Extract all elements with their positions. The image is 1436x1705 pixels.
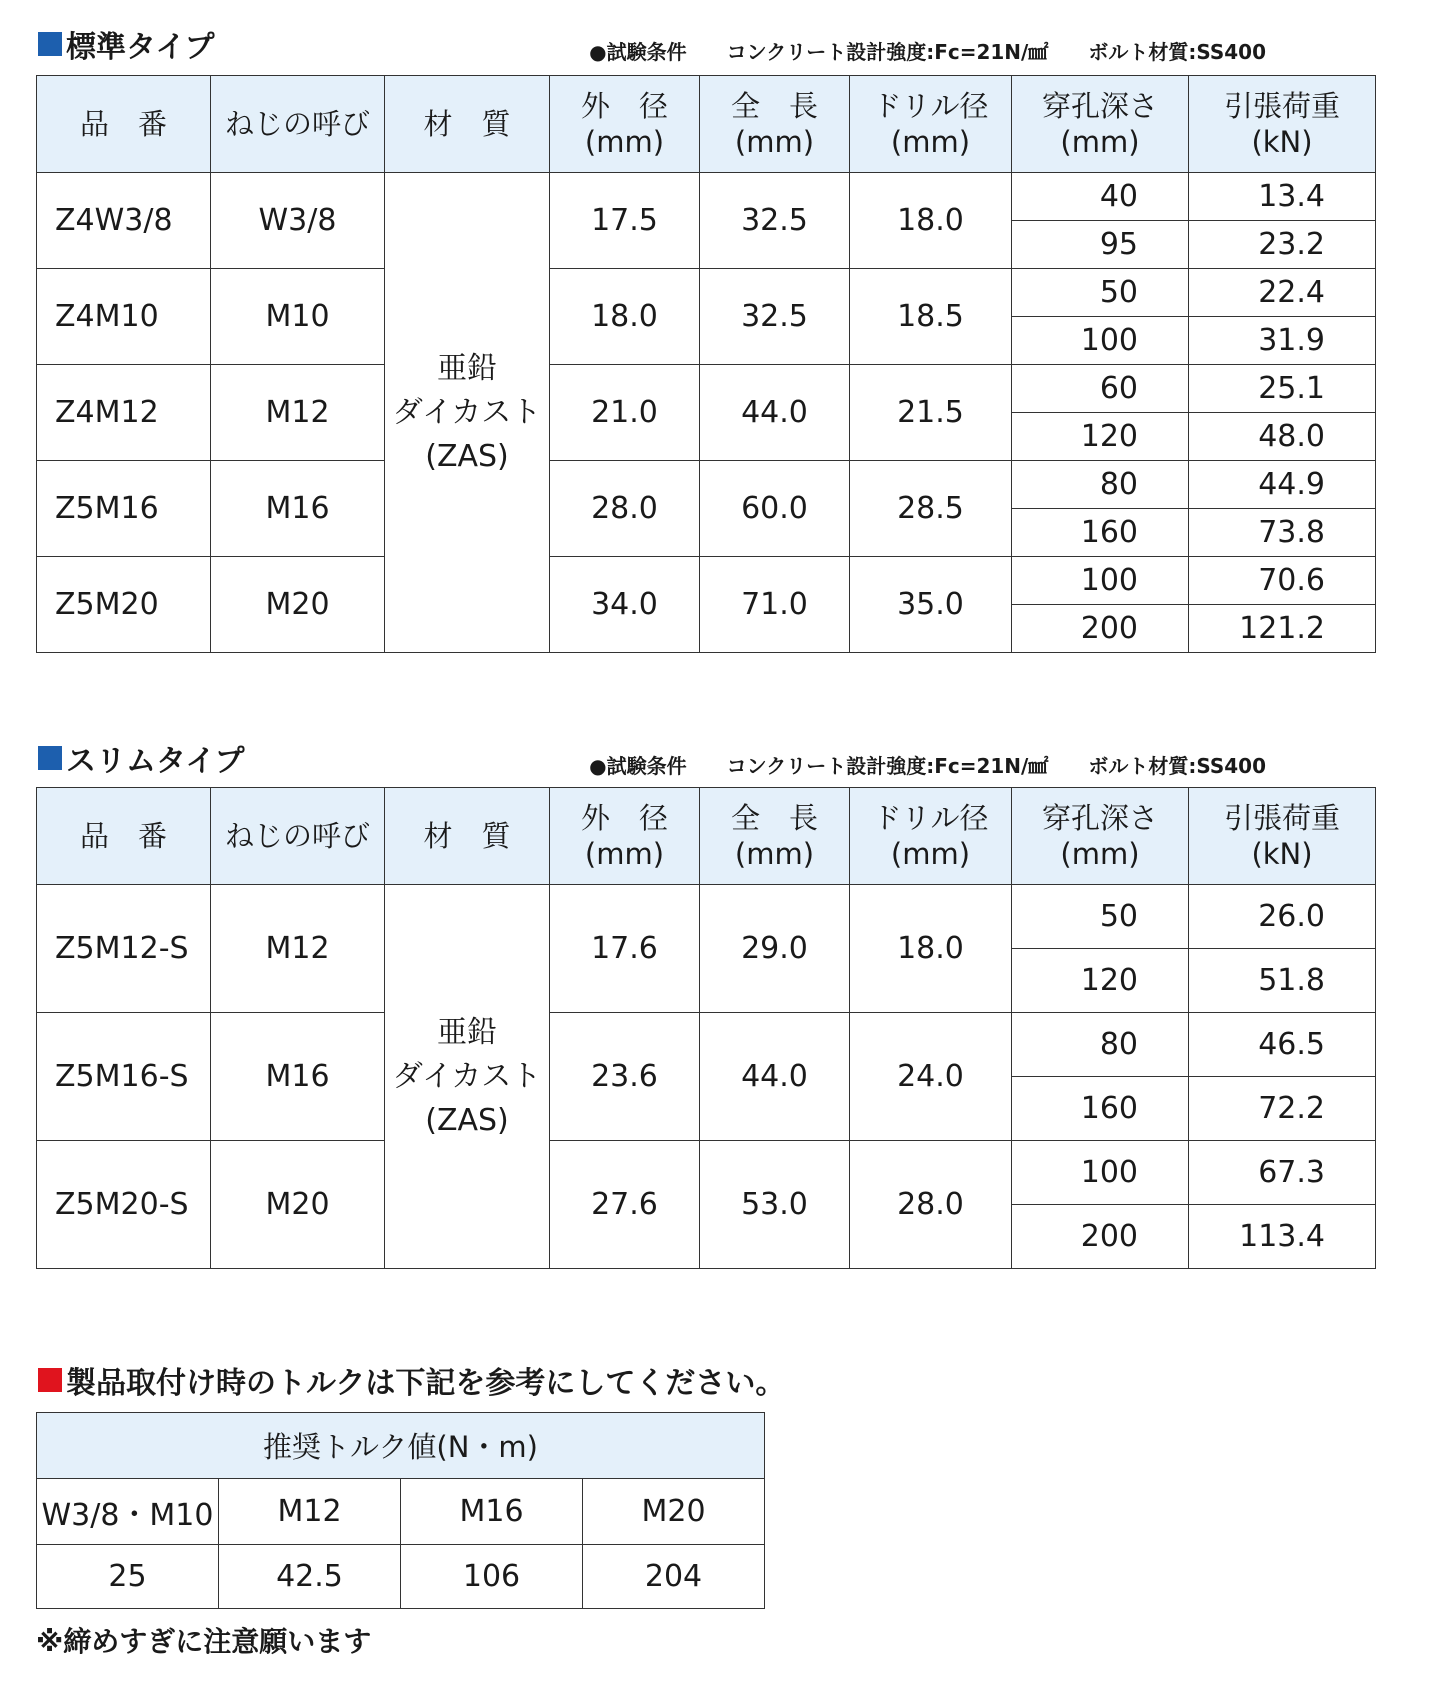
table-row: Z4W3/8 W3/8 亜鉛 ダイカスト (ZAS) 17.5 32.5 18.0 40 13.4 — [37, 173, 1376, 221]
header-material: 材 質 — [385, 76, 550, 173]
header-material: 材 質 — [385, 788, 550, 885]
header-drill: ドリル径 (mm) — [850, 76, 1012, 173]
header-outer-dia: 外 径 (mm) — [550, 76, 700, 173]
slim-conditions: ●試験条件 コンクリート設計強度:Fc=21N/㎟ ボルト材質:SS400 — [589, 754, 1266, 778]
header-thread: ねじの呼び — [211, 788, 385, 885]
material-cell: 亜鉛 ダイカスト (ZAS) — [385, 173, 550, 653]
standard-conditions: ●試験条件 コンクリート設計強度:Fc=21N/㎟ ボルト材質:SS400 — [589, 40, 1266, 64]
table-row: 160 72.2 — [37, 1077, 1376, 1141]
table-header-row — [37, 788, 1376, 885]
table-row: 200 121.2 — [37, 605, 1376, 653]
caution-note: ※締めすぎに注意願います — [36, 1625, 372, 1658]
header-part: 品 番 — [37, 76, 211, 173]
table-row: Z5M20-S M20 27.6 53.0 28.0 100 67.3 — [37, 1141, 1376, 1205]
table-row: Z5M12-S M12 亜鉛 ダイカスト (ZAS) 17.6 29.0 18.0 50 26.0 — [37, 885, 1376, 949]
header-tensile: 引張荷重 (kN) — [1189, 788, 1376, 885]
torque-title: 推奨トルク値(N・m) — [37, 1413, 765, 1479]
table-row: 95 23.2 — [37, 221, 1376, 269]
table-row: Z5M16-S M16 23.6 44.0 24.0 80 46.5 — [37, 1013, 1376, 1077]
torque-heading: 製品取付け時のトルクは下記を参考にしてください。 — [38, 1358, 785, 1402]
header-part: 品 番 — [37, 788, 211, 885]
torque-table — [36, 1412, 765, 1609]
table-row: 120 51.8 — [37, 949, 1376, 1013]
table-row: Z5M20 M20 34.0 71.0 35.0 100 70.6 — [37, 557, 1376, 605]
header-depth: 穿孔深さ (mm) — [1012, 788, 1189, 885]
red-square-icon — [38, 1368, 62, 1392]
table-row: 25 42.5 106 204 — [37, 1545, 765, 1609]
table-header-row — [37, 76, 1376, 173]
table-row: Z4M10 M10 18.0 32.5 18.5 50 22.4 — [37, 269, 1376, 317]
header-drill: ドリル径 (mm) — [850, 788, 1012, 885]
material-cell: 亜鉛 ダイカスト (ZAS) — [385, 885, 550, 1269]
table-row: 200 113.4 — [37, 1205, 1376, 1269]
table-row: Z5M16 M16 28.0 60.0 28.5 80 44.9 — [37, 461, 1376, 509]
header-thread: ねじの呼び — [211, 76, 385, 173]
slim-heading: スリムタイプ — [38, 736, 245, 780]
standard-table — [36, 75, 1376, 653]
header-tensile: 引張荷重 (kN) — [1189, 76, 1376, 173]
table-row: 100 31.9 — [37, 317, 1376, 365]
header-length: 全 長 (mm) — [700, 788, 850, 885]
blue-square-icon — [38, 32, 62, 56]
header-length: 全 長 (mm) — [700, 76, 850, 173]
table-header-row — [37, 1413, 765, 1479]
blue-square-icon — [38, 746, 62, 770]
slim-table — [36, 787, 1376, 1269]
header-depth: 穿孔深さ (mm) — [1012, 76, 1189, 173]
header-outer-dia: 外 径 (mm) — [550, 788, 700, 885]
table-row: W3/8・M10 M12 M16 M20 — [37, 1479, 765, 1545]
standard-heading: 標準タイプ — [38, 22, 215, 66]
table-row: 160 73.8 — [37, 509, 1376, 557]
table-row: 120 48.0 — [37, 413, 1376, 461]
table-row: Z4M12 M12 21.0 44.0 21.5 60 25.1 — [37, 365, 1376, 413]
